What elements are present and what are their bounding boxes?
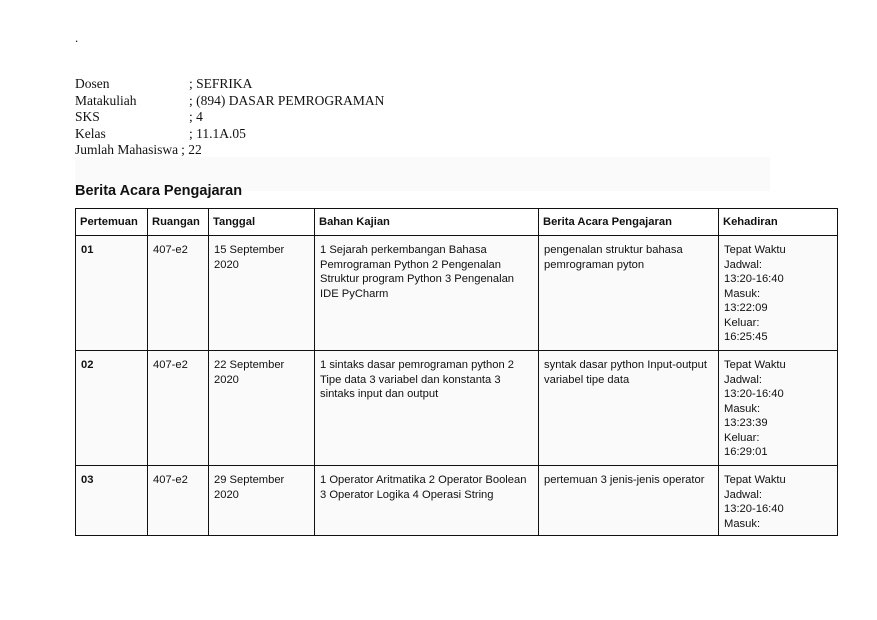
kehadiran-status: Tepat Waktu <box>724 359 786 371</box>
info-row-dosen <box>75 76 384 93</box>
kehadiran-line: Masuk: <box>724 287 761 300</box>
kehadiran-line: 16:29:01 <box>724 446 768 458</box>
cell-pertemuan: 01 <box>76 236 148 351</box>
info-value: ; (894) DASAR PEMROGRAMAN <box>189 92 385 108</box>
info-value: ; SEFRIKA <box>189 76 253 91</box>
kehadiran-line: 13:22:09 <box>724 302 768 314</box>
section-title: Berita Acara Pengajaran <box>75 183 243 199</box>
table-row <box>76 466 838 536</box>
cell-bahan-kajian: 1 Sejarah perkembangan Bahasa Pemrograman Python 2 Pengenalan Struktur program Python 3 Pengenalan IDE PyCharm <box>315 236 539 351</box>
cell-tanggal: 22 September 2020 <box>209 351 315 466</box>
course-info <box>75 76 384 159</box>
header-mark: . <box>75 30 79 45</box>
kehadiran-line: 16:25:45 <box>724 331 768 343</box>
info-label: SKS <box>75 109 100 124</box>
table-header-row <box>76 209 838 236</box>
cell-tanggal: 15 September 2020 <box>209 236 315 351</box>
kehadiran-status: Tepat Waktu <box>724 244 786 256</box>
cell-pertemuan: 03 <box>76 466 148 536</box>
info-row-matakuliah <box>75 93 384 110</box>
cell-pertemuan: 02 <box>76 351 148 466</box>
cell-kehadiran <box>719 466 838 536</box>
kehadiran-line: Keluar: <box>724 316 760 329</box>
kehadiran-line: Keluar: <box>724 431 760 444</box>
info-row-kelas <box>75 126 384 143</box>
kehadiran-status: Tepat Waktu <box>724 474 786 486</box>
cell-kehadiran <box>719 236 838 351</box>
kehadiran-line: 13:20-16:40 <box>724 503 784 515</box>
kehadiran-line: Masuk: <box>724 402 761 415</box>
kehadiran-line: Jadwal: <box>724 373 762 386</box>
cell-berita-acara: syntak dasar python Input-output variabel tipe data <box>539 351 719 466</box>
info-row-sks <box>75 109 384 126</box>
info-value: ; 11.1A.05 <box>189 125 246 141</box>
table-row <box>76 351 838 466</box>
column-header-bahan-kajian: Bahan Kajian <box>315 209 539 236</box>
column-header-tanggal: Tanggal <box>209 209 315 236</box>
cell-bahan-kajian: 1 Operator Aritmatika 2 Operator Boolean 3 Operator Logika 4 Operasi String <box>315 466 539 536</box>
cell-tanggal: 29 September 2020 <box>209 466 315 536</box>
cell-berita-acara: pengenalan struktur bahasa pemrograman pyton <box>539 236 719 351</box>
info-label: Dosen <box>75 76 110 91</box>
column-header-kehadiran: Kehadiran <box>719 209 838 236</box>
cell-ruangan: 407-e2 <box>148 236 209 351</box>
cell-ruangan: 407-e2 <box>148 466 209 536</box>
table-row <box>76 236 838 351</box>
column-header-berita-acara: Berita Acara Pengajaran <box>539 209 719 236</box>
kehadiran-line: Jadwal: <box>724 258 762 271</box>
column-header-ruangan: Ruangan <box>148 209 209 236</box>
info-value: ; 4 <box>189 109 203 124</box>
cell-ruangan: 407-e2 <box>148 351 209 466</box>
teaching-log-table <box>75 208 838 536</box>
kehadiran-line: Jadwal: <box>724 488 762 501</box>
kehadiran-line: 13:20-16:40 <box>724 273 784 285</box>
info-value: ; 22 <box>181 142 202 157</box>
info-label: Matakuliah <box>75 92 137 108</box>
kehadiran-line: 13:23:39 <box>724 417 768 429</box>
column-header-pertemuan: Pertemuan <box>76 209 148 236</box>
cell-kehadiran <box>719 351 838 466</box>
kehadiran-line: Masuk: <box>724 517 761 530</box>
info-label: Jumlah Mahasiswa <box>75 142 179 157</box>
info-label: Kelas <box>75 125 106 141</box>
kehadiran-line: 13:20-16:40 <box>724 388 784 400</box>
cell-berita-acara: pertemuan 3 jenis-jenis operator <box>539 466 719 536</box>
cell-bahan-kajian: 1 sintaks dasar pemrograman python 2 Tipe data 3 variabel dan konstanta 3 sintaks input dan output <box>315 351 539 466</box>
